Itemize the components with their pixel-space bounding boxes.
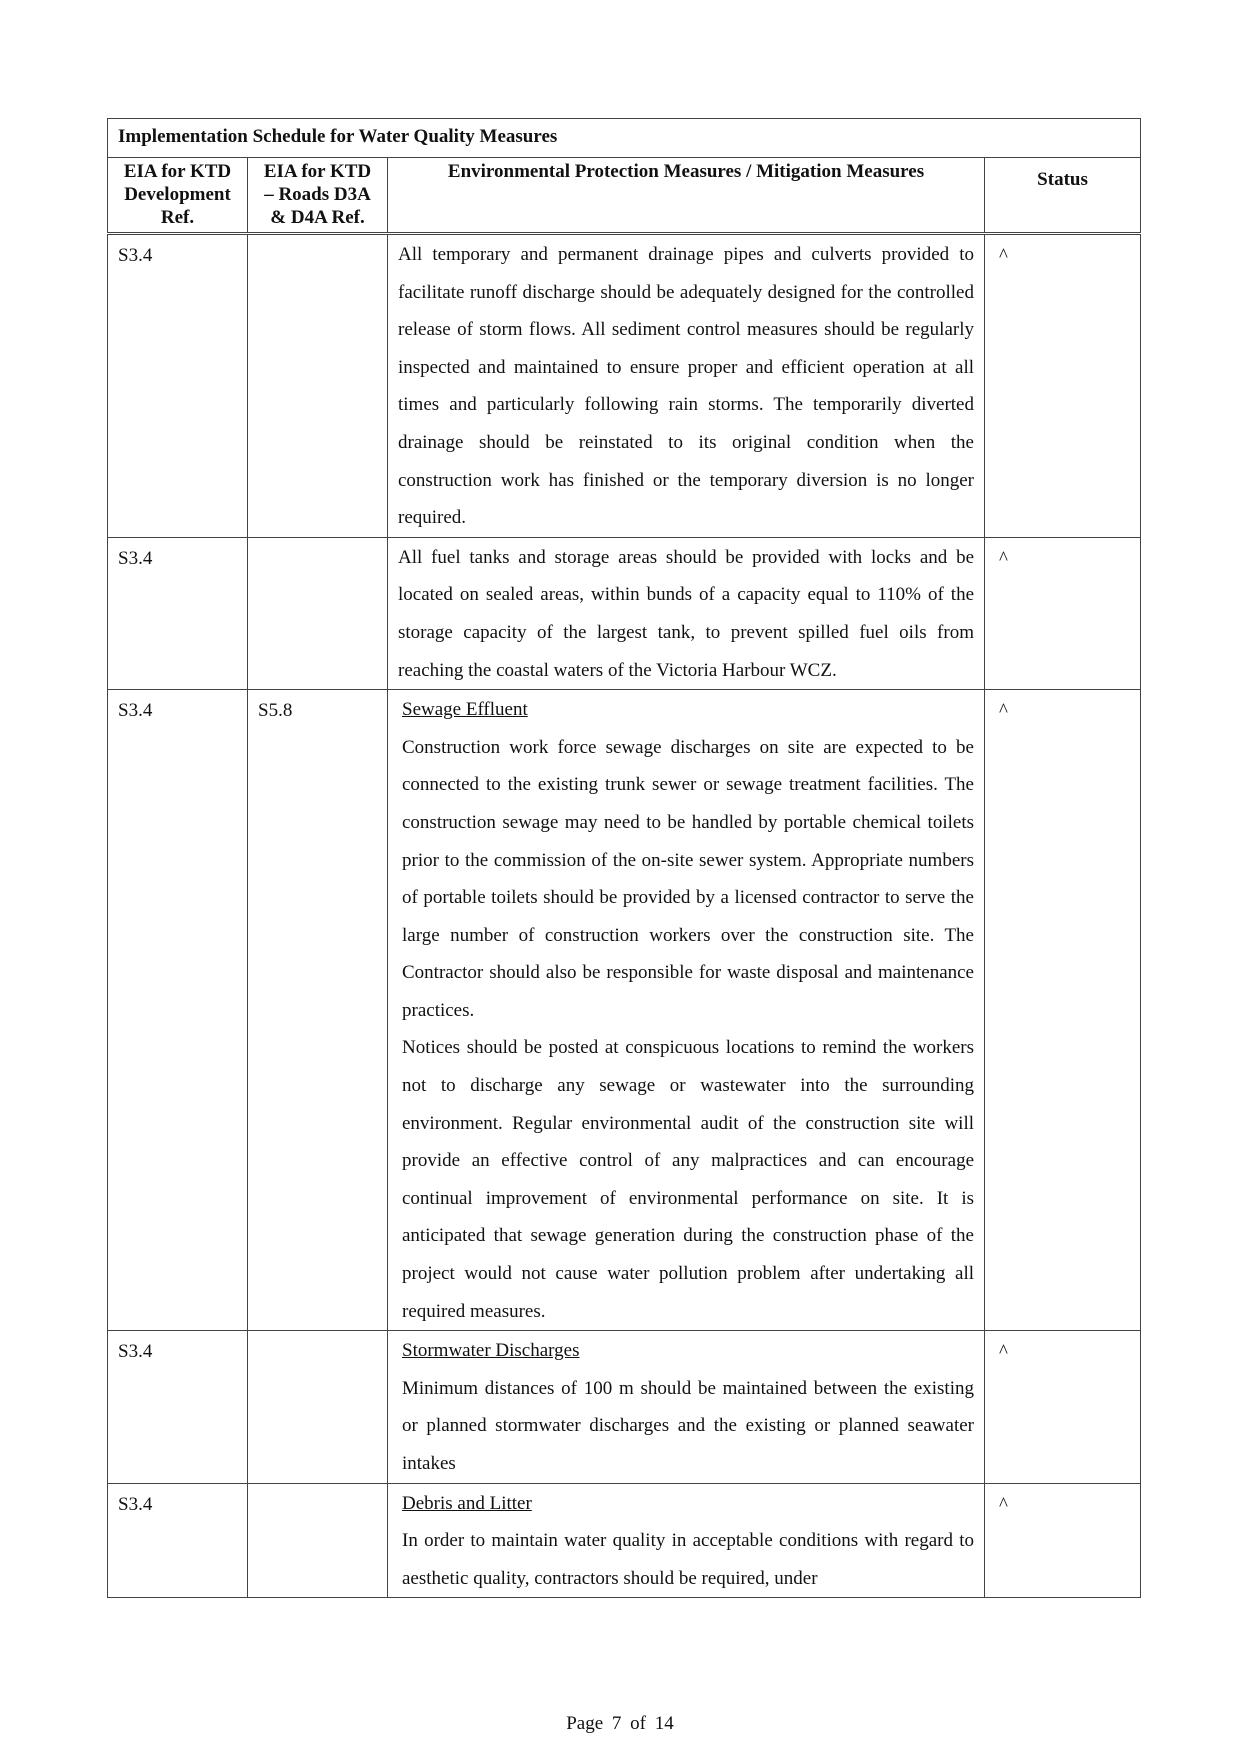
header-line: Development bbox=[124, 184, 231, 205]
status-cell: ^ bbox=[985, 537, 1141, 689]
status-cell: ^ bbox=[985, 690, 1141, 1331]
page-number: Page 7 of 14 bbox=[566, 1713, 674, 1734]
roads-ref-cell bbox=[248, 537, 388, 689]
development-ref-cell: S3.4 bbox=[108, 1331, 248, 1483]
header-ktd-roads-ref bbox=[248, 158, 388, 234]
measure-subheading: Sewage Effluent bbox=[402, 699, 528, 721]
roads-ref-cell: S5.8 bbox=[248, 690, 388, 1331]
header-line: EIA for KTD bbox=[123, 161, 232, 182]
measure-cell bbox=[388, 234, 985, 538]
header-line: EIA for KTD bbox=[263, 161, 372, 182]
header-line: – Roads D3A bbox=[264, 184, 371, 205]
development-ref-cell: S3.4 bbox=[108, 537, 248, 689]
measure-subheading: Stormwater Discharges bbox=[402, 1340, 580, 1362]
status-cell: ^ bbox=[985, 1483, 1141, 1598]
roads-ref-cell bbox=[248, 1483, 388, 1598]
header-line: Ref. bbox=[160, 207, 195, 228]
table-row bbox=[108, 537, 1141, 689]
measure-cell bbox=[388, 537, 985, 689]
status-cell: ^ bbox=[985, 1331, 1141, 1483]
measure-paragraph: Construction work force sewage discharges on site are expected to be connected to the existing trunk sewer or sewage treatment facilities. The construction sewage may need to be handled by portable chemical toilets prior to the commission of the on-site sewer system. Appropriate numbers of portable toilets should be provided by a licensed contractor to serve the large number of construction workers over the construction site. The Contractor should also be responsible for waste disposal and maintenance practices. bbox=[402, 736, 974, 1021]
measure-cell bbox=[388, 1331, 985, 1483]
development-ref-cell: S3.4 bbox=[108, 690, 248, 1331]
measure-paragraph: Notices should be posted at conspicuous locations to remind the workers not to discharge any sewage or wastewater into the surrounding environment. Regular environmental audit of the construction site will provide an effective control of any malpractices and can encourage continual improvement of environmental performance on site. It is anticipated that sewage generation during the construction phase of the project would not cause water pollution problem after undertaking all required measures. bbox=[402, 1037, 974, 1322]
implementation-schedule-table bbox=[107, 118, 1141, 1598]
development-ref-cell: S3.4 bbox=[108, 234, 248, 538]
measure-paragraph: All fuel tanks and storage areas should be provided with locks and be located on sealed areas, within bunds of a capacity equal to 110% of the storage capacity of the largest tank, to prevent spilled fuel oils from reaching the coastal waters of the Victoria Harbour WCZ. bbox=[398, 546, 974, 681]
measure-cell bbox=[388, 1483, 985, 1598]
measure-paragraph: Minimum distances of 100 m should be maintained between the existing or planned stormwater discharges and the existing or planned seawater intakes bbox=[402, 1377, 974, 1474]
development-ref-cell: S3.4 bbox=[108, 1483, 248, 1598]
roads-ref-cell bbox=[248, 234, 388, 538]
table-row bbox=[108, 690, 1141, 1331]
table-title-row bbox=[108, 119, 1141, 158]
table-header-row bbox=[108, 158, 1141, 234]
header-mitigation-measures: Environmental Protection Measures / Mitigation Measures bbox=[388, 158, 985, 234]
status-cell: ^ bbox=[985, 234, 1141, 538]
measure-paragraph: All temporary and permanent drainage pipes and culverts provided to facilitate runoff discharge should be adequately designed for the controlled release of storm flows. All sediment control measures should be regularly inspected and maintained to ensure proper and efficient operation at all times and particularly following rain storms. The temporarily diverted drainage should be reinstated to its original condition when the construction work has finished or the temporary diversion is no longer required. bbox=[398, 244, 974, 529]
roads-ref-cell bbox=[248, 1331, 388, 1483]
header-ktd-development-ref bbox=[108, 158, 248, 234]
header-status: Status bbox=[985, 158, 1141, 234]
measure-cell bbox=[388, 690, 985, 1331]
measure-paragraph: In order to maintain water quality in acceptable conditions with regard to aesthetic quality, contractors should be required, under bbox=[402, 1530, 974, 1589]
header-line: & D4A Ref. bbox=[270, 207, 365, 228]
measure-subheading: Debris and Litter bbox=[402, 1492, 532, 1514]
table-row bbox=[108, 1331, 1141, 1483]
table-row bbox=[108, 1483, 1141, 1598]
table-row bbox=[108, 234, 1141, 538]
table-title: Implementation Schedule for Water Quality Measures bbox=[108, 119, 1141, 158]
